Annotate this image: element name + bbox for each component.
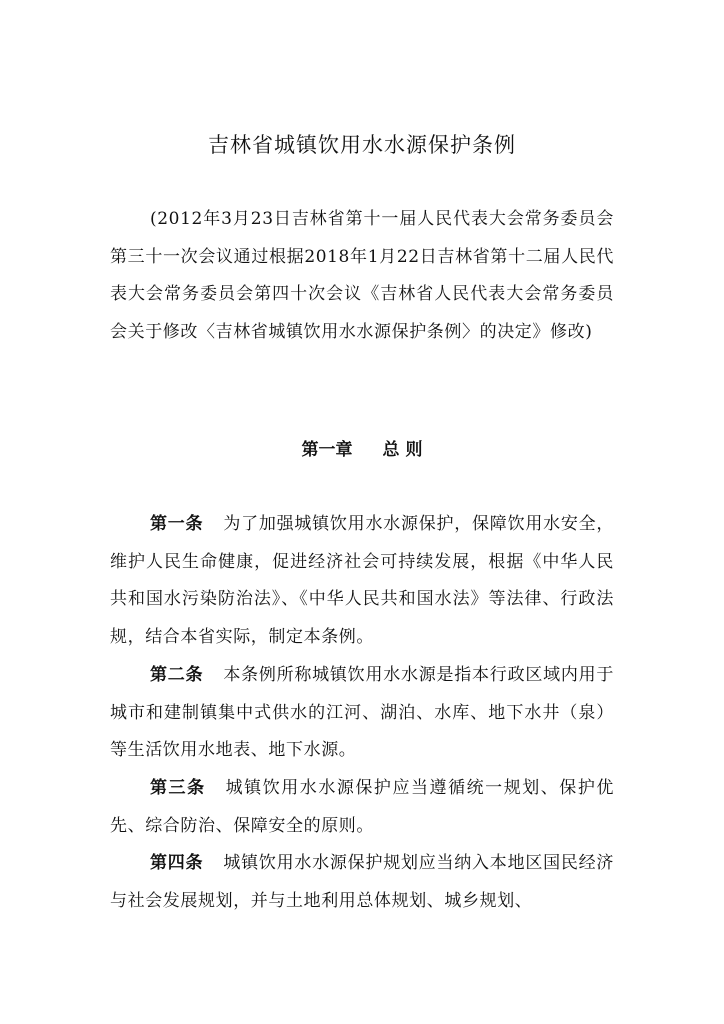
chapter-number: 第一章 [301, 440, 353, 460]
document-title: 吉林省城镇饮用水水源保护条例 [208, 133, 516, 157]
article-text: 城镇饮用水水源保护应当遵循统一规划、保护优先、综合防治、保障安全的原则。 [110, 778, 614, 836]
article-number: 第二条 [150, 665, 204, 685]
article-number: 第三条 [150, 778, 206, 798]
article-number: 第一条 [150, 514, 204, 534]
article-4 [110, 845, 614, 920]
chapter-name: 总 则 [382, 440, 423, 460]
article-1 [110, 506, 614, 656]
article-3 [110, 770, 614, 845]
article-text: 本条例所称城镇饮用水水源是指本行政区域内用于城市和建制镇集中式供水的江河、湖泊、水库、地下水井（泉）等生活饮用水地表、地下水源。 [110, 665, 614, 760]
article-text: 城镇饮用水水源保护规划应当纳入本地区国民经济与社会发展规划，并与土地利用总体规划、城乡规划、 [110, 853, 614, 911]
article-2 [110, 657, 614, 770]
preamble-paragraph: (2012年3月23日吉林省第十一届人民代表大会常务委员会第三十一次会议通过根据2018年1月22日吉林省第十二届人民代表大会常务委员会第四十次会议《吉林省人民代表大会常务委员会关于修改〈吉林省城镇饮用水水源保护条例〉的决定》修改) [110, 209, 614, 342]
chapter-heading [0, 432, 724, 468]
article-text: 为了加强城镇饮用水水源保护，保障饮用水安全，维护人民生命健康，促进经济社会可持续发展，根据《中华人民共和国水污染防治法》、《中华人民共和国水法》等法律、行政法规，结合本省实际，制定本条例。 [110, 514, 614, 647]
article-number: 第四条 [150, 853, 204, 873]
